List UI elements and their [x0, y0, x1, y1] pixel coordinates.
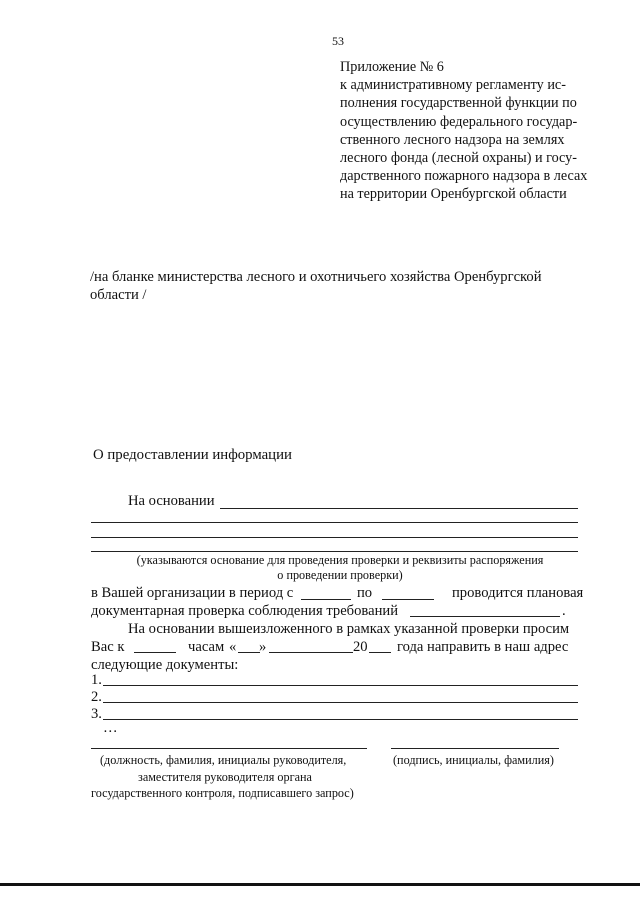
basis-blank-line: [91, 522, 578, 523]
appendix-line: лесного фонда (лесной охраны) и госу-: [340, 150, 577, 167]
appendix-line: к административному регламенту ис-: [340, 77, 566, 94]
ellipsis: …: [103, 720, 118, 736]
letterhead-note-line: области /: [90, 287, 147, 304]
document-subject: О предоставлении информации: [93, 447, 292, 463]
page-number: 53: [332, 34, 344, 48]
basis-hint-line: о проведении проверки): [277, 568, 403, 582]
letterhead-note-line: /на бланке министерства лесного и охотничьего хозяйства Оренбургской: [90, 269, 542, 285]
document-item-number: 2.: [91, 689, 102, 705]
signature-right-caption: (подпись, инициалы, фамилия): [393, 753, 554, 767]
request-hours: часам: [188, 639, 225, 655]
basis-blank-line: [91, 537, 578, 538]
appendix-line: Приложение № 6: [340, 59, 444, 75]
appendix-line: полнения государственной функции по: [340, 95, 577, 112]
request-close-quote: »: [259, 639, 267, 655]
letterhead-note: [90, 268, 542, 305]
request-vas-k: Вас к: [91, 639, 125, 655]
request-line: следующие документы:: [91, 657, 239, 673]
period-end-blank: [382, 599, 434, 600]
appendix-line: на территории Оренбургской области: [340, 186, 567, 203]
request-year-prefix: 20: [353, 639, 368, 655]
month-blank: [269, 652, 353, 653]
document-item-blank: [103, 702, 578, 703]
hours-blank: [134, 652, 176, 653]
request-line: На основании вышеизложенного в рамках указанной проверки просим: [128, 621, 570, 637]
requirements-prefix: документарная проверка соблюдения требований: [91, 603, 399, 619]
document-item-number: 3.: [91, 706, 102, 722]
period-suffix: проводится плановая: [452, 585, 584, 601]
appendix-line: дарственного пожарного надзора в лесах: [340, 168, 588, 185]
period-prefix: в Вашей организации в период с: [91, 585, 294, 601]
request-tail: года направить в наш адрес: [397, 639, 569, 655]
signature-left-caption: заместителя руководителя органа: [138, 770, 312, 784]
bottom-rule: [0, 883, 640, 886]
year-blank: [369, 652, 391, 653]
basis-hint-line: (указываются основание для проведения проверки и реквизиты распоряжения: [136, 553, 544, 567]
basis-blank-line: [91, 551, 578, 552]
period-middle: по: [357, 585, 373, 601]
appendix-header: [340, 58, 587, 204]
document-item-number: 1.: [91, 672, 102, 688]
basis-label: На основании: [128, 493, 215, 509]
requirements-end: .: [562, 603, 566, 619]
appendix-line: ственного лесного надзора на землях: [340, 131, 565, 148]
period-start-blank: [301, 599, 351, 600]
requirements-blank: [410, 616, 560, 617]
signature-left-caption: государственного контроля, подписавшего запрос): [91, 786, 354, 800]
day-blank: [238, 652, 260, 653]
document-item-blank: [103, 685, 578, 686]
position-signature-line: [91, 748, 367, 749]
appendix-line: осуществлению федерального государ-: [340, 113, 578, 130]
document-item-blank: [103, 719, 578, 720]
request-open-quote: «: [229, 639, 237, 655]
signature-line: [391, 748, 559, 749]
basis-blank-line: [220, 508, 578, 509]
signature-left-caption: (должность, фамилия, инициалы руководителя,: [100, 753, 347, 767]
